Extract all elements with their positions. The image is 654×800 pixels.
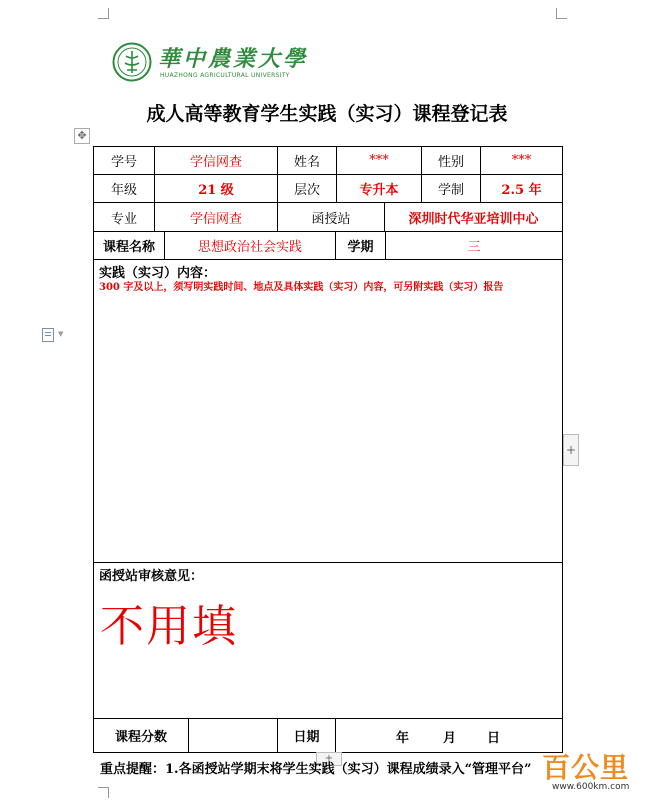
term-label: 学期 bbox=[347, 240, 374, 255]
page-corner-mark bbox=[98, 8, 109, 19]
course-score-field[interactable] bbox=[189, 719, 277, 752]
practice-instruction: 300 字及以上，须写明实践时间、地点及具体实践（实习）内容，可另附实践（实习）报告 bbox=[99, 282, 504, 293]
add-column-button[interactable]: + bbox=[563, 434, 579, 466]
university-logo bbox=[112, 42, 309, 86]
practice-content-area[interactable] bbox=[95, 296, 561, 560]
university-english-name: HUAZHONG AGRICULTURAL UNIVERSITY bbox=[160, 72, 290, 79]
course-name-value[interactable]: 思想政治社会实践 bbox=[197, 240, 302, 255]
watermark bbox=[518, 746, 652, 798]
station-value[interactable]: 深圳时代华亚培训中心 bbox=[408, 211, 539, 227]
date-label: 日期 bbox=[293, 730, 320, 745]
duration-value[interactable]: 2.5 年 bbox=[501, 183, 542, 198]
station-label: 函授站 bbox=[311, 211, 351, 227]
reminder-note: 重点提醒：1.各函授站学期末将学生实践（实习）课程成绩录入“管理平台” bbox=[100, 762, 532, 777]
chevron-down-icon[interactable]: ▼ bbox=[58, 330, 64, 338]
duration-label: 学制 bbox=[437, 183, 464, 198]
level-value[interactable]: 专升本 bbox=[359, 183, 399, 198]
watermark-brand: 百公里 bbox=[542, 751, 630, 784]
course-score-label: 课程分数 bbox=[114, 730, 167, 745]
name-label: 姓名 bbox=[293, 155, 320, 170]
gender-value[interactable]: *** bbox=[511, 153, 532, 168]
university-name: 華中農業大學 bbox=[158, 46, 309, 72]
student-id-label: 学号 bbox=[110, 155, 137, 170]
page-corner-mark bbox=[98, 787, 109, 798]
date-year-label: 年 bbox=[396, 731, 410, 746]
practice-content-label: 实践（实习）内容： bbox=[99, 266, 217, 281]
level-label: 层次 bbox=[293, 183, 320, 198]
gender-label: 性别 bbox=[437, 155, 464, 170]
watermark-url: www.600km.com bbox=[552, 782, 630, 792]
page-corner-mark bbox=[556, 8, 567, 19]
review-note: 不用填 bbox=[100, 601, 238, 652]
add-row-button[interactable]: + bbox=[316, 752, 342, 766]
review-opinion-label: 函授站审核意见： bbox=[99, 569, 204, 584]
major-label: 专业 bbox=[110, 211, 137, 227]
term-value[interactable]: 三 bbox=[467, 240, 481, 255]
course-name-label: 课程名称 bbox=[102, 240, 155, 255]
form-title: 成人高等教育学生实践（实习）课程登记表 bbox=[146, 103, 508, 125]
grade-label: 年级 bbox=[110, 183, 137, 198]
date-day-label: 日 bbox=[487, 731, 501, 746]
student-id-value[interactable]: 学信网查 bbox=[189, 155, 242, 170]
grade-value[interactable]: 21 级 bbox=[198, 183, 234, 198]
name-value[interactable]: *** bbox=[369, 153, 389, 168]
table-move-handle[interactable]: ✥ bbox=[74, 128, 90, 144]
university-emblem-icon bbox=[112, 42, 152, 82]
date-month-label: 月 bbox=[443, 731, 457, 746]
major-value[interactable]: 学信网查 bbox=[189, 211, 242, 227]
document-outline-icon[interactable] bbox=[42, 328, 54, 342]
